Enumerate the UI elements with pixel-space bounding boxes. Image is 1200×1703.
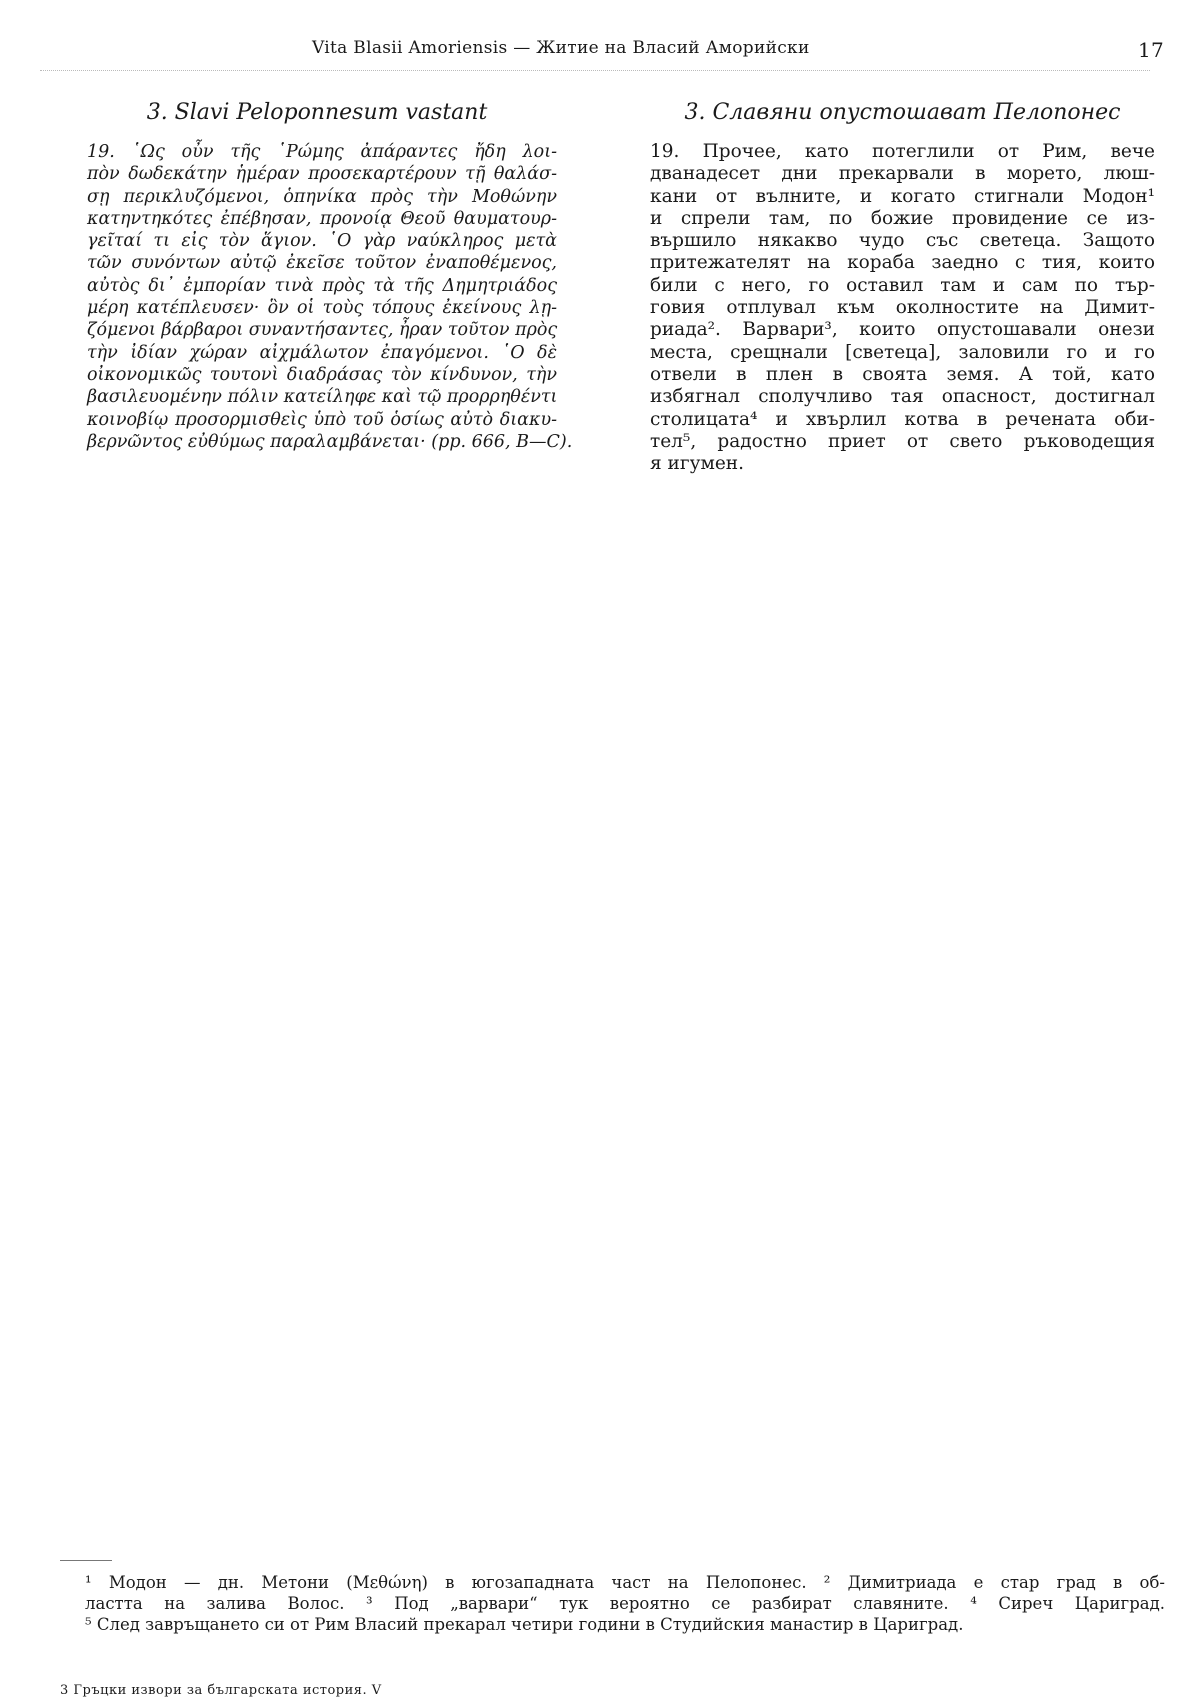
page-number: 17 (1137, 38, 1164, 62)
bulgarian-text-line: говия отплувал към околностите на Димит- (650, 297, 1155, 319)
greek-section-title: 3. Slavi Peloponnesum vastant (146, 100, 488, 125)
greek-text-line: πὸν δωδεκάτην ἡμέραν προσεκαρτέρουν τῇ θαλάσ- (87, 164, 557, 185)
header-rule (40, 70, 1150, 71)
greek-text-line: τῶν συνόντων αὐτῷ ἐκεῖσε τοῦτον ἐναποθέμενος, (87, 253, 557, 274)
bulgarian-text-line: кани от вълните, и когато стигнали Модон¹ (650, 185, 1155, 207)
greek-text-line: βασιλευομένην πόλιν κατείληφε καὶ τῷ προρρηθέντι (87, 387, 558, 408)
greek-text-line: σῃ περικλυζόμενοι, ὁπηνίκα πρὸς τὴν Μοθώνην (87, 186, 557, 207)
greek-text-line: μέρη κατέπλευσεν· ὃν οἱ τοὺς τόπους ἐκείνους λῃ- (87, 298, 557, 319)
greek-text-line: ζόμενοι βάρβαροι συναντήσαντες, ἦραν τοῦτον πρὸς (87, 320, 558, 341)
greek-text-line: κοινοβίῳ προσορμισθεὶς ὑπὸ τοῦ ὁσίως αὐτὸ διακυ- (87, 409, 557, 430)
greek-column (87, 100, 573, 453)
greek-text (87, 141, 573, 453)
bulgarian-column (650, 100, 1155, 475)
bulgarian-text-line: тел⁵, радостно приет от свето ръководещия (650, 430, 1155, 452)
bulgarian-section-title: 3. Славяни опустошават Пелопонес (684, 100, 1121, 125)
bulgarian-text-line: и спрели там, по божие провидение се из- (650, 207, 1155, 229)
bulgarian-text-line: вършило някакво чудо със светеца. Защото (650, 230, 1155, 252)
greek-text-line: οἰκονομικῶς τουτονὶ διαδράσας τὸν κίνδυνον, τὴν (87, 364, 557, 385)
bulgarian-text-line: притежателят на кораба заедно с тия, които (650, 252, 1155, 274)
bulgarian-text-line: дванадесет дни прекарвали в морето, люш- (650, 163, 1155, 185)
footnotes (85, 1572, 1165, 1635)
running-title: Vita Blasii Amoriensis — Житие на Власий Аморийски (312, 38, 810, 58)
bulgarian-text-line: били с него, го оставил там и сам по тър- (650, 274, 1155, 296)
bulgarian-text-line: отвели в плен в своята земя. А той, като (650, 363, 1155, 385)
source-signature: 3 Гръцки извори за българската история. V (60, 1683, 382, 1698)
greek-text-line: αὐτὸς δι᾿ ἐμπορίαν τινὰ πρὸς τὰ τῆς Δημητριάδος (87, 275, 557, 296)
bulgarian-text-line: я игумен. (650, 453, 745, 475)
bulgarian-text-line: столицата⁴ и хвърлил котва в речената оби- (650, 408, 1155, 430)
footnote-line: ⁵ След завръщането си от Рим Власий прекарал четири години в Студийския манастир в Цариград. (85, 1615, 964, 1634)
bulgarian-text-line: места, срещнали [светеца], заловили го и го (650, 341, 1155, 363)
bulgarian-text (650, 141, 1155, 475)
footnote-rule (60, 1560, 112, 1561)
bulgarian-text-line: риада². Варвари³, които опустошавали онези (650, 319, 1155, 341)
greek-text-line: τὴν ἰδίαν χώραν αἰχμάλωτον ἐπαγόμενοι. ῾Ο δὲ (87, 342, 557, 363)
footnote-line: ¹ Модон — дн. Метони (Μεθώνη) в югозападната част на Пелопонес. ² Димитриада е стар град в об- (85, 1573, 1165, 1592)
greek-text-line: κατηντηκότες ἐπέβησαν, προνοίᾳ Θεοῦ θαυματουρ- (87, 208, 557, 229)
bulgarian-text-line: избягнал сполучливо тая опасност, достигнал (650, 386, 1155, 408)
greek-text-line: 19. ῾Ως οὖν τῆς ῾Ρώμης ἀπάραντες ἤδη λοι- (87, 142, 557, 162)
footnote-line: ластта на залива Волос. ³ Под „варвари“ тук вероятно се разбират славяните. ⁴ Сиреч Цариград. (85, 1594, 1165, 1613)
greek-text-line: γεῖταί τι εἰς τὸν ἅγιον. ῾Ο γὰρ ναύκληρος μετὰ (87, 231, 557, 252)
bulgarian-text-line: 19. Прочее, като потеглили от Рим, вече (650, 141, 1155, 162)
greek-text-line: βερνῶντος εὐθύμως παραλαμβάνεται· (pp. 666, B—C). (87, 431, 573, 452)
